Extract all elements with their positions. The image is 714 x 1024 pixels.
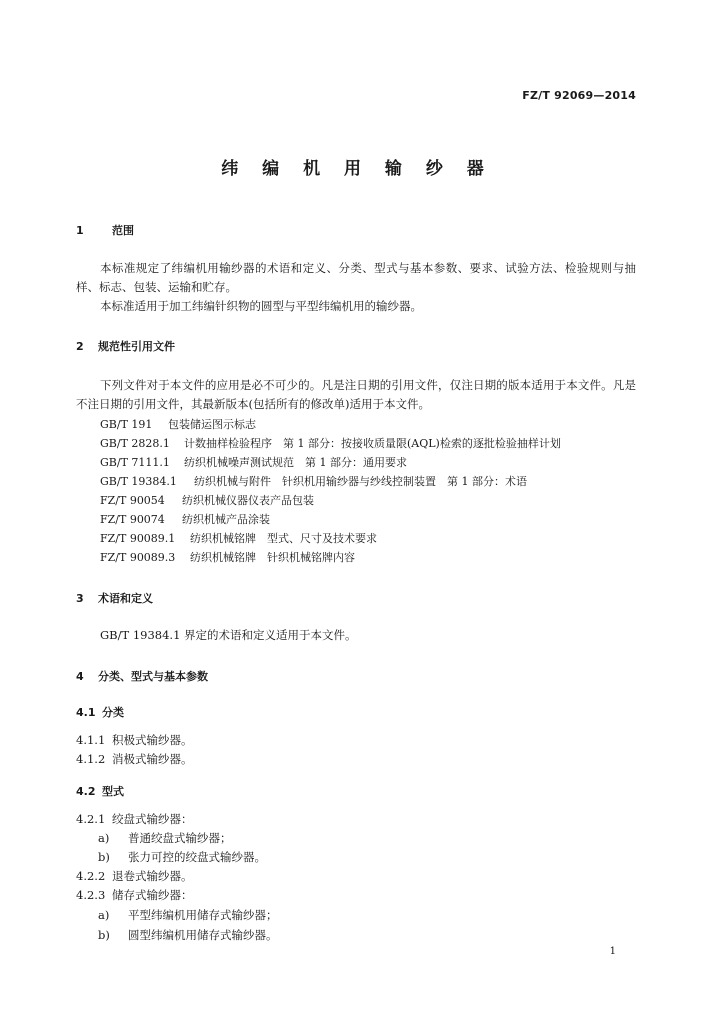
reference-item (100, 454, 407, 470)
reference-code: FZ/T 90089.1 (100, 532, 176, 545)
reference-title: 纺织机械铭牌 型式、尺寸及技术要求 (190, 532, 377, 545)
clause-number: 4.2.1 (76, 812, 106, 826)
clause-text: 储存式输纱器： (112, 888, 193, 902)
reference-title: 纺织机械产品涂装 (182, 513, 270, 526)
subsection-heading-4-2 (76, 783, 124, 799)
clause-text: 绞盘式输纱器： (112, 812, 193, 826)
reference-code: FZ/T 90054 (100, 494, 165, 507)
section-heading-3 (76, 590, 153, 606)
reference-code: GB/T 19384.1 (100, 475, 177, 488)
reference-code: GB/T 191 (100, 418, 153, 431)
clause-text: 积极式输纱器。 (112, 733, 193, 747)
section-number: 1 (76, 224, 84, 237)
reference-item (100, 511, 270, 527)
paragraph: 下列文件对于本文件的应用是必不可少的。凡是注日期的引用文件，仅注日期的版本适用于本文件。凡是不注日期的引用文件，其最新版本(包括所有的修改单)适用于本文件。 (76, 378, 636, 411)
section-heading-4 (76, 668, 208, 684)
reference-code: FZ/T 90074 (100, 513, 165, 526)
section-title: 范围 (112, 224, 134, 237)
clause-4-1-1 (76, 732, 193, 748)
list-text: 平型纬编机用储存式输纱器； (128, 908, 278, 922)
clause-number: 4.1.2 (76, 752, 106, 766)
section-number: 3 (76, 592, 84, 605)
list-marker: b) (98, 928, 110, 942)
reference-item (100, 416, 256, 432)
reference-code: GB/T 7111.1 (100, 456, 170, 469)
section-title: 术语和定义 (98, 592, 153, 605)
reference-title: 纺织机械与附件 针织机用输纱器与纱线控制装置 第 1 部分：术语 (194, 475, 527, 488)
reference-item (100, 473, 527, 489)
section-number: 4.2 (76, 785, 96, 798)
page-number: 1 (609, 946, 616, 957)
section-heading-1 (76, 222, 134, 238)
list-item (98, 849, 266, 865)
section-title: 分类、型式与基本参数 (98, 670, 208, 683)
section-heading-2 (76, 338, 175, 354)
paragraph: 本标准规定了纬编机用输纱器的术语和定义、分类、型式与基本参数、要求、试验方法、检验规则与抽样、标志、包装、运输和贮存。 (76, 261, 636, 294)
paragraph: 本标准适用于加工纬编针织物的圆型与平型纬编机用的输纱器。 (100, 299, 422, 313)
section-number: 4.1 (76, 706, 96, 719)
section-title: 分类 (102, 706, 124, 719)
clause-number: 4.2.3 (76, 888, 106, 902)
clause-number: 4.1.1 (76, 733, 106, 747)
reference-title: 纺织机械仪器仪表产品包装 (182, 494, 314, 507)
clause-4-2-1 (76, 811, 193, 827)
reference-item (100, 492, 314, 508)
reference-title: 包装储运图示标志 (168, 418, 256, 431)
list-item (98, 927, 278, 943)
list-marker: b) (98, 850, 110, 864)
list-marker: a) (98, 908, 110, 922)
reference-title: 纺织机械铭牌 针织机械铭牌内容 (190, 551, 355, 564)
list-text: 圆型纬编机用储存式输纱器。 (128, 928, 278, 942)
document-number: FZ/T 92069—2014 (522, 89, 636, 102)
reference-item (100, 435, 561, 451)
reference-title: 计数抽样检验程序 第 1 部分：按接收质量限(AQL)检索的逐批检验抽样计划 (184, 437, 561, 450)
reference-item (100, 549, 355, 565)
clause-4-1-2 (76, 751, 193, 767)
page-title: 纬 编 机 用 输 纱 器 (221, 159, 493, 179)
reference-code: GB/T 2828.1 (100, 437, 170, 450)
reference-code: FZ/T 90089.3 (100, 551, 176, 564)
clause-text: 退卷式输纱器。 (112, 869, 193, 883)
list-text: 普通绞盘式输纱器； (128, 831, 232, 845)
list-item (98, 830, 232, 846)
paragraph: GB/T 19384.1 界定的术语和定义适用于本文件。 (100, 628, 357, 642)
clause-number: 4.2.2 (76, 869, 106, 883)
section-title: 型式 (102, 785, 124, 798)
clause-text: 消极式输纱器。 (112, 752, 193, 766)
list-text: 张力可控的绞盘式输纱器。 (128, 850, 266, 864)
section-number: 4 (76, 670, 84, 683)
section-title: 规范性引用文件 (98, 340, 175, 353)
clause-4-2-3 (76, 887, 193, 903)
reference-title: 纺织机械噪声测试规范 第 1 部分：通用要求 (184, 456, 407, 469)
list-item (98, 907, 278, 923)
list-marker: a) (98, 831, 110, 845)
reference-item (100, 530, 377, 546)
clause-4-2-2 (76, 868, 193, 884)
section-number: 2 (76, 340, 84, 353)
subsection-heading-4-1 (76, 704, 124, 720)
